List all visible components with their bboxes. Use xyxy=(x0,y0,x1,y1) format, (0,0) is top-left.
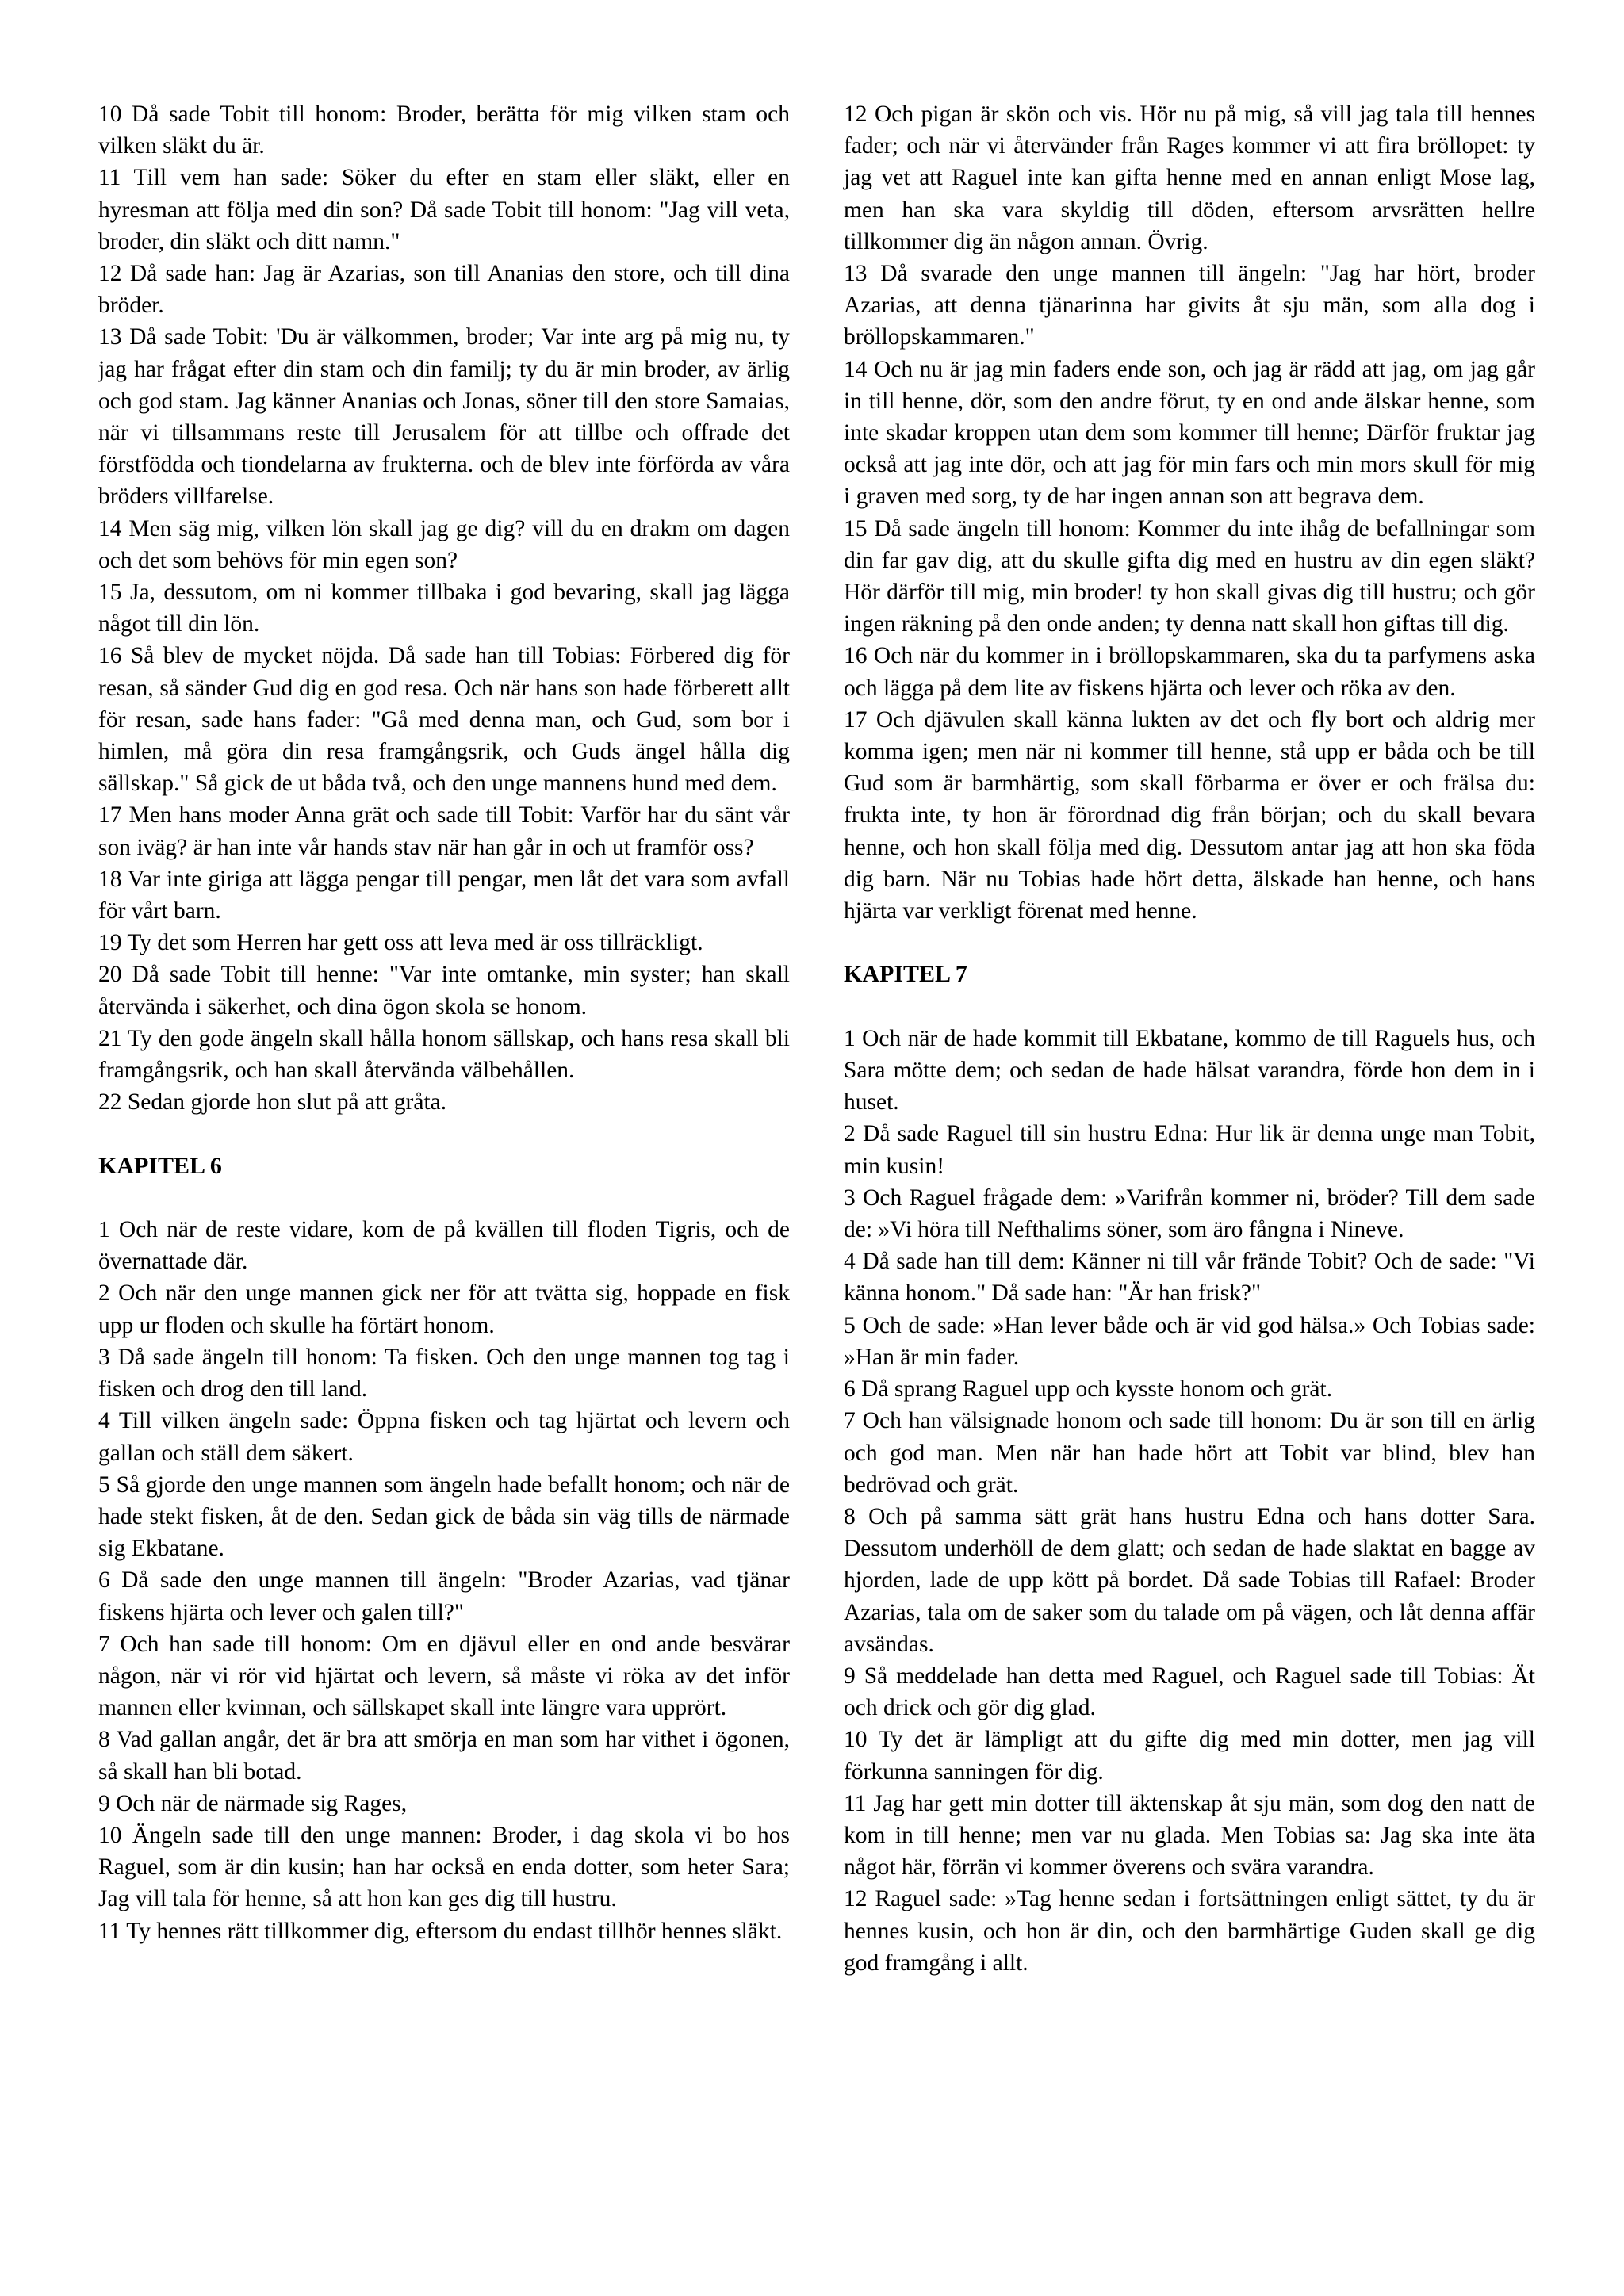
verse-paragraph: 20 Då sade Tobit till henne: "Var inte omtanke, min syster; han skall återvända i säkerhet, och dina ögon skola se honom. xyxy=(98,962,790,1020)
verse-paragraph: 6 Då sade den unge mannen till ängeln: "Broder Azarias, vad tjänar fiskens hjärta och lever och galen till?" xyxy=(98,1567,790,1625)
verse-paragraph: 3 Och Raguel frågade dem: »Varifrån kommer ni, bröder? Till dem sade de: »Vi höra till Nefthalims söner, som äro fångna i Nineve. xyxy=(844,1184,1535,1243)
verse-paragraph: 7 Och han sade till honom: Om en djävul eller en ond ande besvärar någon, när vi rör vid hjärtat och levern, så måste vi röka av det inför mannen eller kvinnan, och sällskapet skall inte längre vara upprört. xyxy=(98,1631,790,1721)
verse-paragraph: 12 Och pigan är skön och vis. Hör nu på mig, så vill jag tala till hennes fader; och när vi återvänder från Rages kommer vi att fira bröllopet: ty jag vet att Raguel inte kan gifta henne med en annan enligt Mose lag, men han ska vara skyldig till döden, eftersom arvsrätten hellre tillkommer dig än någon annan. Övrig. xyxy=(844,101,1535,254)
verse-paragraph: 10 Ängeln sade till den unge mannen: Broder, i dag skola vi bo hos Raguel, som är din kusin; han har också en enda dotter, som heter Sara; Jag vill tala för henne, så att hon kan ges dig till hustru. xyxy=(98,1822,790,1912)
left-column xyxy=(98,98,790,1947)
paragraph-spacer xyxy=(98,1119,790,1150)
verse-paragraph: 14 Och nu är jag min faders ende son, och jag är rädd att jag, om jag går in till henne, dör, som den andre förut, ty en ond ande älskar henne, som inte skadar kroppen utan dem som kommer till henne; Därför fruktar jag också att jag inte dör, och att jag för min fars och min mors skull för mig i graven med sorg, ty de har ingen annan son att begrava dem. xyxy=(844,356,1535,510)
verse-paragraph: 4 Till vilken ängeln sade: Öppna fisken och tag hjärtat och levern och gallan och ställ dem säkert. xyxy=(98,1408,790,1466)
verse-paragraph: 5 Så gjorde den unge mannen som ängeln hade befallt honom; och när de hade stekt fisken, åt de den. Sedan gick de båda sin väg tills de närmade sig Ekbatane. xyxy=(98,1471,790,1562)
verse-paragraph: 9 Och när de närmade sig Rages, xyxy=(98,1790,408,1816)
right-column xyxy=(844,98,1535,1979)
paragraph-spacer xyxy=(844,991,1535,1023)
verse-paragraph: 11 Jag har gett min dotter till äktenskap åt sju män, som dog den natt de kom in till henne; men var nu glada. Men Tobias sa: Jag ska inte äta något här, förrän vi kommer överens och svära varandra. xyxy=(844,1790,1535,1881)
verse-paragraph: 22 Sedan gjorde hon slut på att gråta. xyxy=(98,1089,447,1115)
verse-paragraph: 13 Då svarade den unge mannen till ängeln: "Jag har hört, broder Azarias, att denna tjänarinna har givits åt sju män, som alla dog i bröllopskammaren." xyxy=(844,261,1535,350)
chapter-heading: KAPITEL 7 xyxy=(844,961,967,988)
verse-paragraph: 8 Vad gallan angår, det är bra att smörja en man som har vithet i ögonen, så skall han bli botad. xyxy=(98,1727,790,1785)
verse-paragraph: 17 Och djävulen skall känna lukten av det och fly bort och aldrig mer komma igen; men när ni kommer till henne, stå upp er båda och be till Gud som är barmhärtig, som skall förbarma er över er och frälsa du: frukta inte, ty hon är förordnad dig från början; och du skall bevara henne, och hon skall följa med dig. Dessutom antar jag att hon ska föda dig barn. När nu Tobias hade hört detta, älskade han henne, och hans hjärta var verkligt förenat med henne. xyxy=(844,706,1535,924)
verse-paragraph: 1 Och när de hade kommit till Ekbatane, kommo de till Raguels hus, och Sara mötte dem; och sedan de hade hälsat varandra, förde hon dem in i huset. xyxy=(844,1025,1535,1115)
verse-paragraph: 15 Då sade ängeln till honom: Kommer du inte ihåg de befallningar som din far gav dig, att du skulle gifta dig med en hustru av din egen släkt? Hör därför till mig, min broder! ty hon skall givas dig till hustru; och gör ingen räkning på den onde anden; ty denna natt skall hon giftas till dig. xyxy=(844,515,1535,637)
verse-paragraph: 13 Då sade Tobit: 'Du är välkommen, broder; Var inte arg på mig nu, ty jag har frågat efter din stam och din familj; ty du är min broder, av ärlig och god stam. Jag känner Ananias och Jonas, söner till den store Samaias, när vi tillsammans reste till Jerusalem för att tillbe och offrade det förstfödda och tiondelarna av frukterna. och de blev inte förförda av våra bröders villfarelse. xyxy=(98,324,790,510)
verse-paragraph: 9 Så meddelade han detta med Raguel, och Raguel sade till Tobias: Ät och drick och gör dig glad. xyxy=(844,1663,1535,1721)
verse-paragraph: 18 Var inte giriga att lägga pengar till pengar, men låt det vara som avfall för vårt barn. xyxy=(98,866,790,924)
paragraph-spacer xyxy=(844,927,1535,959)
chapter-heading: KAPITEL 6 xyxy=(98,1152,222,1179)
verse-paragraph: 16 Och när du kommer in i bröllopskammaren, ska du ta parfymens aska och lägga på dem lite av fiskens hjärta och lever och röka av den. xyxy=(844,643,1535,701)
verse-paragraph: 8 Och på samma sätt grät hans hustru Edna och hans dotter Sara. Dessutom underhöll de dem glatt; och sedan de hade slaktat en bagge av hjorden, lade de upp kött på bordet. Då sade Tobias till Rafael: Broder Azarias, tala om de saker som du talade om på vägen, och låt denna affär avsändas. xyxy=(844,1503,1535,1657)
verse-paragraph: 12 Raguel sade: »Tag henne sedan i fortsättningen enligt sättet, ty du är hennes kusin, och hon är din, och den barmhärtige Guden skall ge dig god framgång i allt. xyxy=(844,1886,1535,1976)
verse-paragraph: 19 Ty det som Herren har gett oss att leva med är oss tillräckligt. xyxy=(98,930,703,956)
verse-paragraph: 14 Men säg mig, vilken lön skall jag ge dig? vill du en drakm om dagen och det som behövs för min egen son? xyxy=(98,515,790,573)
verse-paragraph: 12 Då sade han: Jag är Azarias, son till Ananias den store, och till dina bröder. xyxy=(98,261,790,319)
verse-paragraph: 2 Och när den unge mannen gick ner för att tvätta sig, hoppade en fisk upp ur floden och skulle ha förtärt honom. xyxy=(98,1280,790,1338)
verse-paragraph: 2 Då sade Raguel till sin hustru Edna: Hur lik är denna unge man Tobit, min kusin! xyxy=(844,1121,1535,1179)
verse-paragraph: 3 Då sade ängeln till honom: Ta fisken. Och den unge mannen tog tag i fisken och drog den till land. xyxy=(98,1344,790,1402)
verse-paragraph: 6 Då sprang Raguel upp och kysste honom och grät. xyxy=(844,1376,1333,1402)
verse-paragraph: 10 Ty det är lämpligt att du gifte dig med min dotter, men jag vill förkunna sanningen för dig. xyxy=(844,1727,1535,1785)
verse-paragraph: 11 Ty hennes rätt tillkommer dig, eftersom du endast tillhör hennes släkt. xyxy=(98,1918,783,1944)
verse-paragraph: 1 Och när de reste vidare, kom de på kvällen till floden Tigris, och de övernattade där. xyxy=(98,1217,790,1275)
verse-paragraph: 5 Och de sade: »Han lever både och är vid god hälsa.» Och Tobias sade: »Han är min fader. xyxy=(844,1312,1535,1370)
verse-paragraph: 4 Då sade han till dem: Känner ni till vår frände Tobit? Och de sade: "Vi känna honom." Då sade han: "Är han frisk?" xyxy=(844,1249,1535,1307)
verse-paragraph: 16 Så blev de mycket nöjda. Då sade han till Tobias: Förbered dig för resan, så sänder Gud dig en god resa. Och när hans son hade förberett allt för resan, sade hans fader: "Gå med denna man, och Gud, som bor i himlen, må göra din resa framgångsrik, och Guds ängel hålla dig sällskap." Så gick de ut båda två, och den unge mannens hund med dem. xyxy=(98,643,790,797)
verse-paragraph: 10 Då sade Tobit till honom: Broder, berätta för mig vilken stam och vilken släkt du är. xyxy=(98,101,790,159)
verse-paragraph: 15 Ja, dessutom, om ni kommer tillbaka i god bevaring, skall jag lägga något till din lön. xyxy=(98,580,790,637)
paragraph-spacer xyxy=(98,1182,790,1214)
verse-paragraph: 21 Ty den gode ängeln skall hålla honom sällskap, och hans resa skall bli framgångsrik, och han skall återvända välbehållen. xyxy=(98,1025,790,1084)
verse-paragraph: 17 Men hans moder Anna grät och sade till Tobit: Varför har du sänt vår son iväg? är han inte vår hands stav när han går in och ut framför oss? xyxy=(98,802,790,860)
verse-paragraph: 7 Och han välsignade honom och sade till honom: Du är son till en ärlig och god man. Men när han hade hört att Tobit var blind, blev han bedrövad och grät. xyxy=(844,1408,1535,1498)
verse-paragraph: 11 Till vem han sade: Söker du efter en stam eller släkt, eller en hyresman att följa med din son? Då sade Tobit till honom: "Jag vill veta, broder, din släkt och ditt namn." xyxy=(98,165,790,254)
